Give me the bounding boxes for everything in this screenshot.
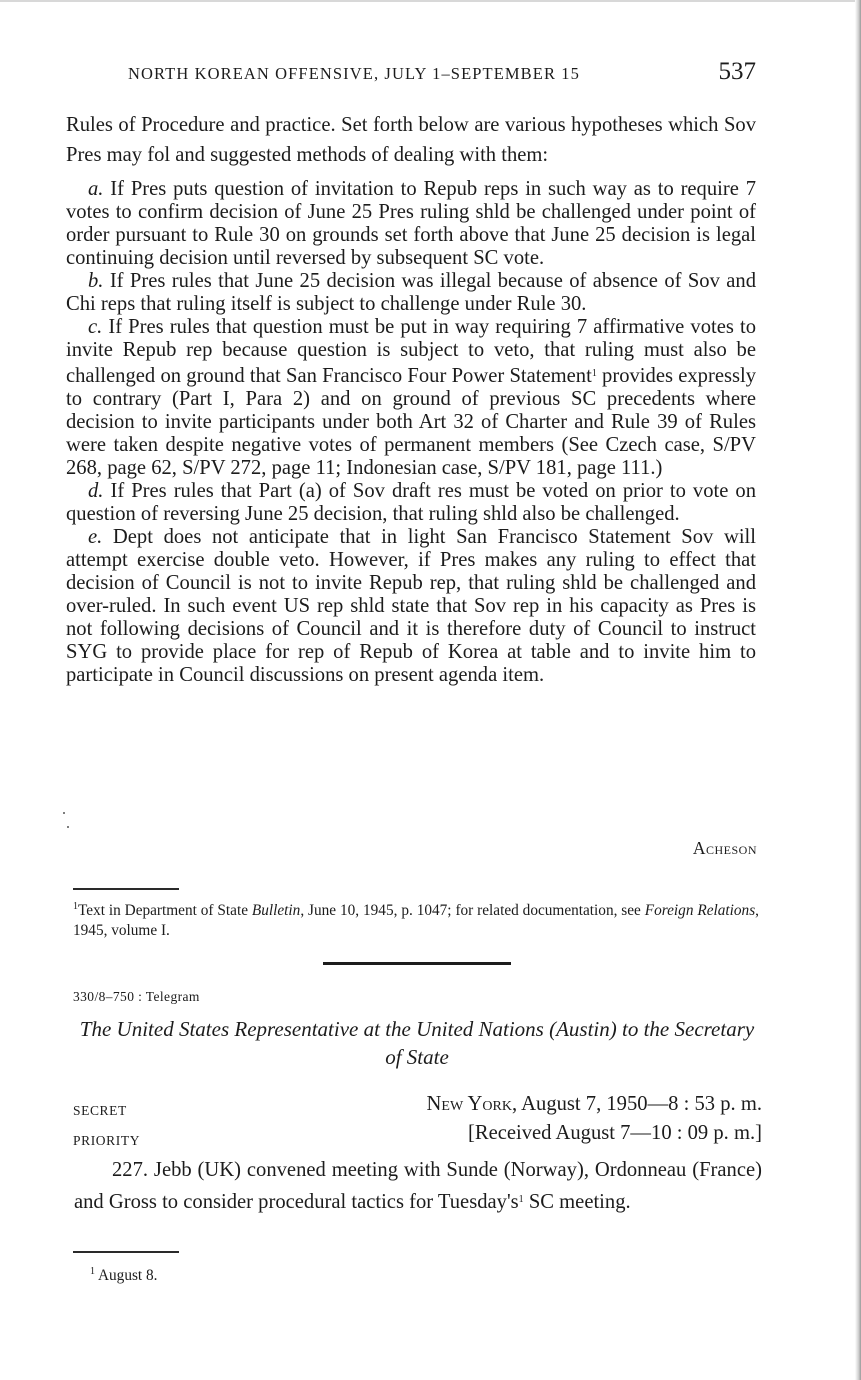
hypothesis-label: e. (88, 526, 103, 548)
footnote-marker: 1 (73, 901, 78, 912)
dateline-place: New York (426, 1093, 512, 1115)
document-separator (323, 962, 511, 965)
hypothesis-c (66, 316, 756, 480)
hypothesis-label: c. (88, 316, 103, 338)
hypothesis-label: a. (88, 178, 104, 200)
page-number: 537 (718, 58, 756, 85)
footnote-text: , 1945, volume I. (73, 902, 759, 939)
hypothesis-e (66, 526, 756, 687)
dateline (427, 1093, 762, 1116)
footnote-2 (90, 1266, 157, 1285)
telegram-message (74, 1156, 762, 1217)
hypothesis-label: b. (88, 270, 104, 292)
hypothesis-a (66, 178, 756, 270)
page-edge-shadow (855, 0, 861, 1380)
dateline-date: , August 7, 1950—8 : 53 p. m. (511, 1093, 762, 1115)
hypothesis-text: Dept does not anticipate that in light San Francisco Statement Sov will attempt exercise double veto. However, if Pres makes any ruling to effect that decision of Council is not to invite Repub rep, that ruling shld be challenged and over-ruled. In such event US rep shld state that Sov rep in his capacity as Pres is not following decisions of Council and it is therefore duty of Council to instruct SYG to provide place for rep of Repub of Korea at table and to invite him to participate in Council discussions on present agenda item. (66, 526, 756, 686)
hypothesis-text: If Pres rules that June 25 decision was illegal because of absence of Sov and Chi reps that ruling itself is subject to challenge under Rule 30. (66, 270, 756, 315)
document-title: The United States Representative at the United Nations (Austin) to the Secretary of State (79, 1017, 755, 1069)
hypothesis-text: If Pres rules that Part (a) of Sov draft res must be voted on prior to vote on question of reversing June 25 decision, that ruling shld also be challenged. (66, 480, 756, 525)
footnote-text: August 8. (95, 1267, 158, 1284)
ink-speck (67, 826, 69, 828)
footnote-rule-2 (73, 1251, 179, 1253)
ink-speck (63, 812, 65, 814)
footnote-ref: 1 (518, 1194, 524, 1205)
message-text-cont: SC meeting. (523, 1191, 631, 1213)
footnote-marker: 1 (90, 1266, 95, 1277)
intro-paragraph: Rules of Procedure and practice. Set forth below are various hypotheses which Sov Pres may fol and suggested methods of dealing with them: (66, 114, 756, 166)
main-body (66, 110, 756, 687)
hypothesis-text-cont: provides expressly to contrary (Part I, Para 2) and on ground of previous SC precedents where decision to invite participants under both Art 32 of Charter and Rule 39 of Rules were taken despite negative votes of permanent members (See Czech case, S/PV 268, page 62, S/PV 272, page 11; Indonesian case, S/PV 181, page 111.) (66, 365, 757, 479)
precedence: PRIORITY (73, 1133, 141, 1148)
file-number: 330/8–750 : Telegram (73, 989, 200, 1004)
footnote-ref: 1 (591, 368, 597, 379)
message-text: 227. Jebb (UK) convened meeting with Sunde (Norway), Ordonneau (France) and Gross to consider procedural tactics for Tuesday's (74, 1159, 762, 1213)
footnote-1 (73, 897, 759, 941)
classification: SECRET (73, 1103, 127, 1118)
footnote-rule (73, 888, 179, 890)
received-line: [Received August 7—10 : 09 p. m.] (468, 1122, 762, 1144)
signature: Acheson (692, 838, 757, 858)
hypothesis-text: If Pres puts question of invitation to Repub reps in such way as to require 7 votes to confirm decision of June 25 Pres ruling shld be challenged under point of order pursuant to Rule 30 on grounds set forth above that June 25 decision is legal continuing decision until reversed by subsequent SC vote. (66, 178, 756, 269)
footnote-text: , June 10, 1945, p. 1047; for related documentation, see (300, 902, 645, 919)
running-head: NORTH KOREAN OFFENSIVE, JULY 1–SEPTEMBER 15 (128, 64, 580, 83)
footnote-text: Text in Department of State (78, 902, 252, 919)
hypothesis-label: d. (88, 480, 104, 502)
footnote-italic: Foreign Relations (644, 902, 756, 919)
hypothesis-d (66, 480, 756, 526)
footnote-italic: Bulletin (251, 902, 301, 919)
top-page-rule (0, 0, 861, 2)
hypothesis-text: If Pres rules that question must be put in way requiring 7 affirmative votes to invite Repub rep because question is subject to veto, that ruling must also be challenged on ground that San Francisco Four Power Statement (66, 316, 756, 387)
hypothesis-b (66, 270, 756, 316)
page-header (66, 58, 756, 92)
